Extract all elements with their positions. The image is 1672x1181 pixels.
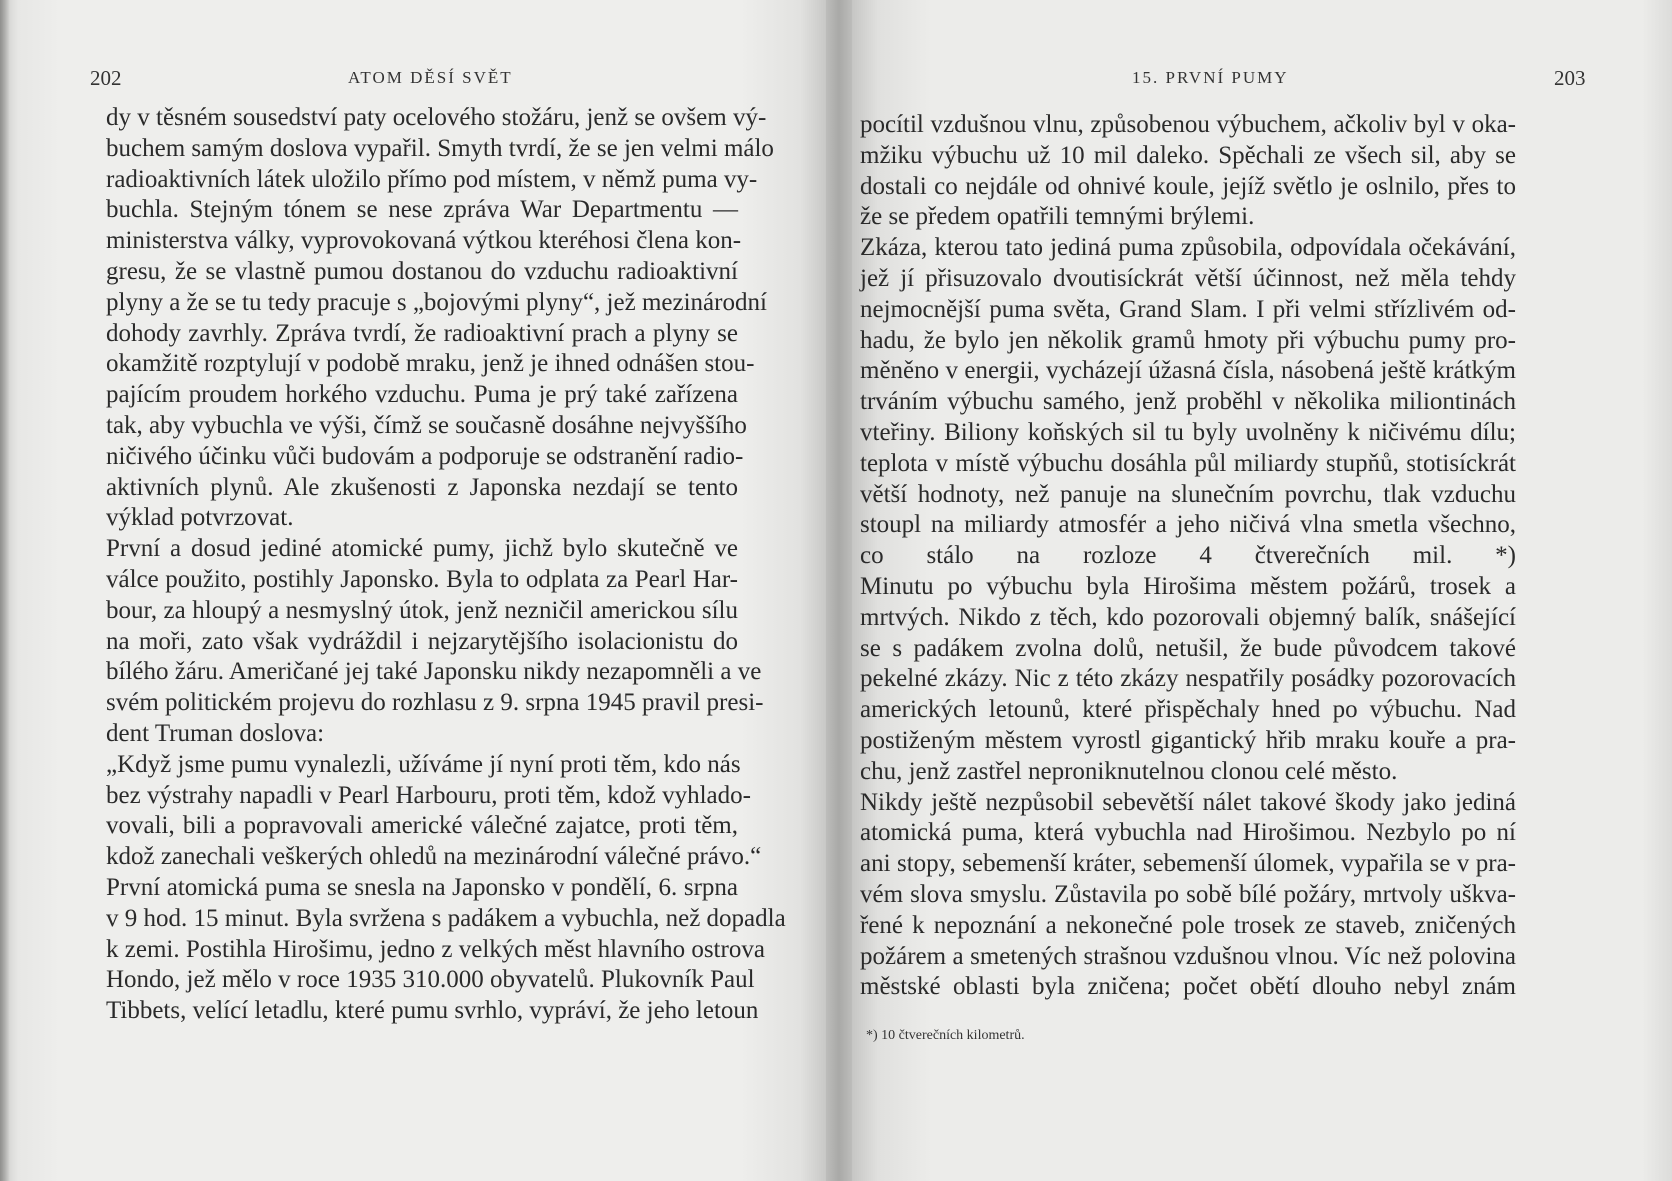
right-page-text-line: se s padákem zvolna dolů, netušil, že bude původcem takové: [860, 634, 1516, 662]
left-page-text-line: válce použito, postihly Japonsko. Byla to odplata za Pearl Har-: [106, 565, 738, 593]
left-page-text-line: tak, aby vybuchla ve výši, čímž se současně dosáhne nejvyššího: [106, 411, 747, 439]
right-page-text-line: Minutu po výbuchu byla Hirošima městem požárů, trosek a: [860, 572, 1516, 600]
footnote: *) 10 čtverečních kilometrů.: [866, 1028, 1025, 1043]
right-page-text-line: měněno v energii, vycházejí úžasná čísla, násobená ještě krátkým: [860, 357, 1516, 385]
left-page-text-line: Hondo, jež mělo v roce 1935 310.000 obyvatelů. Plukovník Paul: [106, 966, 755, 994]
left-page-text-line: ničivého účinku vůči budovám a podporuje se odstranění radio-: [106, 442, 744, 470]
left-page-text-line: okamžitě rozptylují v podobě mraku, jenž je ihned odnášen stou-: [106, 350, 755, 378]
book-gutter: [826, 0, 852, 1181]
right-page-text-line: že se předem opatřili temnými brýlemi.: [860, 203, 1255, 231]
left-page-text-line: dohody zavrhly. Zpráva tvrdí, že radioaktivní prach a plyny se: [106, 319, 738, 347]
left-page-text-line: dy v těsném sousedství paty ocelového stožáru, jenž se ovšem vý-: [106, 104, 767, 131]
right-page-text-line: stoupl na miliardy atmosfér a jeho ničivá vlna smetla všechno,: [860, 511, 1516, 539]
running-head-left: ATOM DĚSÍ SVĚT: [348, 68, 513, 87]
page-number-right: 203: [1554, 66, 1586, 90]
left-page-text-line: bez výstrahy napadli v Pearl Harbouru, proti těm, kdož vyhlado-: [106, 781, 751, 809]
left-page: [0, 0, 826, 1181]
left-page-text-line: radioaktivních látek uložilo přímo pod místem, v němž puma vy-: [106, 165, 758, 193]
right-page: [852, 0, 1672, 1181]
right-page-text-line: co stálo na rozloze 4 čtverečních mil. *): [860, 542, 1516, 570]
left-page-text-line: Tibbets, velící letadlu, které pumu svrhlo, vypráví, že jeho letoun: [106, 997, 759, 1025]
left-page-text-line: svém politickém projevu do rozhlasu z 9. srpna 1945 pravil presi-: [106, 689, 764, 717]
left-page-text-line: na moři, zato však vydráždil i nejzarytějšího isolacionistu do: [106, 627, 738, 655]
right-page-text-line: větší hodnoty, než panuje na slunečním povrchu, tlak vzduchu: [860, 480, 1516, 508]
left-page-text-line: výklad potvrzovat.: [106, 504, 294, 532]
left-page-text-line: První a dosud jediné atomické pumy, jichž bylo skutečně ve: [106, 535, 738, 563]
right-page-body: [860, 110, 1516, 1003]
left-page-text-line: „Když jsme pumu vynalezli, užíváme jí nyní proti těm, kdo nás: [106, 750, 741, 778]
left-page-text-line: bour, za hloupý a nesmyslný útok, jenž nezničil americkou sílu: [106, 596, 738, 624]
left-page-text-line: gresu, že se vlastně pumou dostanou do vzduchu radioaktivní: [106, 257, 738, 285]
left-page-text-line: v 9 hod. 15 minut. Byla svržena s padákem a vybuchla, než dopadla: [106, 904, 786, 932]
left-page-text-line: kdož zanechali veškerých ohledů na mezinárodní válečné právo.“: [106, 843, 762, 871]
page-number-left: 202: [90, 66, 122, 90]
right-page-text-line: pocítil vzdušnou vlnu, způsobenou výbuchem, ačkoliv byl v oka-: [860, 111, 1516, 138]
left-page-text-line: bílého žáru. Američané jej také Japonsku nikdy nezapomněli a ve: [106, 658, 762, 686]
left-page-text-line: První atomická puma se snesla na Japonsko v pondělí, 6. srpna: [106, 873, 738, 901]
right-page-text-line: trváním výbuchu samého, jenž proběhl v několika miliontinách: [860, 388, 1516, 416]
left-page-text-line: ministerstva války, vyprovokovaná výtkou kteréhosi člena kon-: [106, 227, 742, 255]
right-page-text-line: vteřiny. Biliony koňských sil tu byly uvolněny k ničivému dílu;: [860, 418, 1516, 446]
left-page-text-line: aktivních plynů. Ale zkušenosti z Japonska nezdají se tento: [106, 473, 738, 501]
right-page-text-line: požárem a smetených strašnou vzdušnou vlnou. Víc než polovina: [860, 942, 1516, 970]
left-page-text-line: vovali, bili a popravovali americké válečné zajatce, proti těm,: [106, 812, 738, 840]
left-page-text-line: plyny a že se tu tedy pracuje s „bojovými plyny“, jež mezinárodní: [106, 288, 767, 316]
right-page-text-line: nejmocnější puma světa, Grand Slam. I při velmi střízlivém od-: [860, 295, 1516, 323]
right-page-text-line: řené k nepoznání a nekonečné pole trosek ze staveb, zničených: [860, 911, 1516, 939]
page-edge-shadow: [0, 0, 10, 1181]
left-page-text-line: k zemi. Postihla Hirošimu, jedno z velkých měst hlavního ostrova: [106, 935, 765, 963]
right-page-text-line: amerických letounů, které přispěchaly hned po výbuchu. Nad: [860, 696, 1516, 724]
right-page-text-line: dostali co nejdále od ohnivé koule, jejíž světlo je oslnilo, přes to: [860, 172, 1516, 200]
right-page-text-line: chu, jenž zastřel neproniknutelnou clonou celé město.: [860, 757, 1398, 785]
right-page-text-line: atomická puma, která vybuchla nad Hirošimou. Nezbylo po ní: [860, 819, 1516, 847]
left-page-body: [106, 103, 786, 1027]
right-page-text-line: Nikdy ještě nezpůsobil sebevětší nálet takové škody jako jediná: [860, 788, 1516, 816]
left-page-text-line: dent Truman doslova:: [106, 719, 325, 747]
right-page-text-line: mrtvých. Nikdo z těch, kdo pozorovali objemný balík, snášející: [860, 603, 1516, 631]
running-head-right: 15. PRVNÍ PUMY: [1132, 68, 1289, 87]
right-page-text-line: pekelné zkázy. Nic z této zkázy nespatřily posádky pozorovacích: [860, 665, 1516, 693]
right-page-text-line: teplota v místě výbuchu dosáhla půl miliardy stupňů, stotisíckrát: [860, 449, 1516, 477]
right-page-text-line: postiženým městem vyrostl gigantický hřib mraku kouře a pra-: [860, 726, 1516, 754]
left-page-text-line: pajícím proudem horkého vzduchu. Puma je prý také zařízena: [106, 381, 738, 409]
right-page-text-line: ani stopy, sebemenší kráter, sebemenší úlomek, vypařila se v pra-: [860, 850, 1516, 878]
right-page-text-line: mžiku výbuchu už 10 mil daleko. Spěchali ze všech sil, aby se: [860, 141, 1516, 169]
left-page-text-line: buchla. Stejným tónem se nese zpráva War Departmentu —: [106, 196, 738, 224]
right-page-text-line: městské oblasti byla zničena; počet obětí dlouho nebyl znám: [860, 973, 1516, 1001]
left-page-text-line: buchem samým doslova vypařil. Smyth tvrdí, že se jen velmi málo: [106, 134, 774, 162]
right-page-text-line: Zkáza, kterou tato jediná puma způsobila, odpovídala očekávání,: [860, 234, 1516, 262]
right-page-text-line: jež jí přisuzovalo dvoutisíckrát větší účinnost, než měla tehdy: [860, 264, 1516, 292]
right-page-text-line: vém slova smyslu. Zůstavila po sobě bílé požáry, mrtvoly uškva-: [860, 880, 1516, 908]
right-page-text-line: hadu, že bylo jen několik gramů hmoty při výbuchu pumy pro-: [860, 326, 1516, 354]
